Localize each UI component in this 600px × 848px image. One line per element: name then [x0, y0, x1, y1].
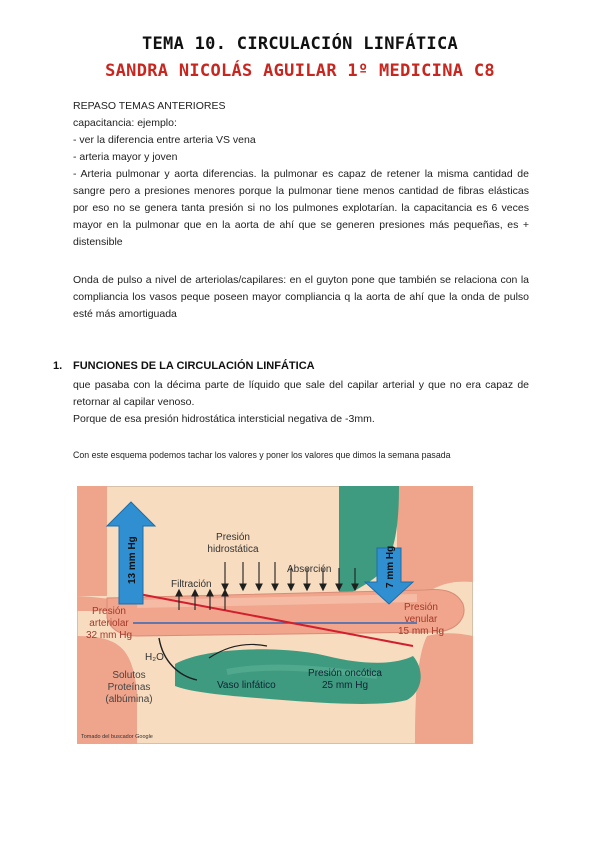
- onda-paragraph: [73, 272, 529, 323]
- hydrostatic-label-2: hidrostática: [207, 544, 259, 555]
- hydrostatic-label-1: Presión: [216, 532, 250, 543]
- arrow-right-label: 7 mm Hg: [385, 545, 396, 588]
- repaso-heading: REPASO TEMAS ANTERIORES: [73, 100, 226, 112]
- section-number: 1.: [53, 360, 63, 372]
- onda-text: Onda de pulso a nivel de arteriolas/capilares: en el guyton pone que también se relaciona con la compliancia los vasos peque poseen mayor compliancia q la aorta de ahí que la onda de pulso esté más amortiguada: [73, 274, 529, 320]
- venular-label-2: venular: [404, 614, 438, 625]
- arteriolar-label-2: arteriolar: [89, 618, 129, 629]
- repaso-paragraph: - Arteria pulmonar y aorta diferencias. la pulmonar es capaz de retener la misma cantidad de sangre pero a presiones menores porque la pulmonar tiene menos cantidad de fibras elásticas por eso no se genera tanta presión si no los pulmones explotarían. la capacitancia es 6 veces mayor en la pulmonar que en la aorta de ahí que se generen presiones más pequeñas, es + distensible: [73, 168, 529, 248]
- arteriolar-label-3: 32 mm Hg: [85, 630, 133, 641]
- solutes-label-1: Solutos: [112, 670, 146, 681]
- venule-wall: [397, 486, 473, 594]
- tissue-lower-right: [415, 633, 473, 744]
- venular-label-3: 15 mm Hg: [397, 626, 445, 637]
- section-paragraph: que pasaba con la décima parte de líquido que sale del capilar arterial y que no era capaz de retornar al capilar venoso.: [73, 379, 529, 408]
- oncotic-label-1: Presión oncótica: [308, 668, 382, 679]
- page-title: TEMA 10. CIRCULACIÓN LINFÁTICA: [141, 34, 459, 54]
- venular-label-1: Presión: [404, 602, 438, 613]
- image-credit: Tomado del buscador Google: [81, 734, 153, 740]
- capillary-diagram: [77, 486, 473, 744]
- h2o-label: H₂O: [145, 652, 164, 663]
- repaso-line: - ver la diferencia entre arteria VS vena: [73, 134, 256, 146]
- section-line: Porque de esa presión hidrostática intersticial negativa de -3mm.: [73, 413, 375, 425]
- absorption-label: Absorción: [287, 564, 332, 575]
- filtration-label: Filtración: [171, 579, 212, 590]
- section-body: [73, 377, 529, 428]
- arteriolar-label-1: Presión: [92, 606, 126, 617]
- repaso-line: capacitancia: ejemplo:: [73, 117, 177, 129]
- arteriole-wall: [77, 486, 107, 596]
- section-heading: [53, 360, 315, 372]
- lymph-vessel-label: Vaso linfático: [217, 680, 276, 691]
- capillary-diagram-svg: [77, 486, 473, 744]
- arrow-left-label: 13 mm Hg: [127, 536, 138, 584]
- solutes-label-3: (albúmina): [105, 694, 153, 705]
- repaso-line: - arteria mayor y joven: [73, 151, 178, 163]
- solutes-label-2: Proteínas: [107, 682, 151, 693]
- oncotic-label-2: 25 mm Hg: [321, 680, 369, 691]
- author-subtitle: SANDRA NICOLÁS AGUILAR 1º MEDICINA C8: [105, 61, 495, 81]
- section-title: FUNCIONES DE LA CIRCULACIÓN LINFÁTICA: [73, 360, 315, 372]
- repaso-block: [73, 98, 529, 251]
- diagram-note: Con este esquema podemos tachar los valores y poner los valores que dimos la semana pasada: [73, 450, 451, 460]
